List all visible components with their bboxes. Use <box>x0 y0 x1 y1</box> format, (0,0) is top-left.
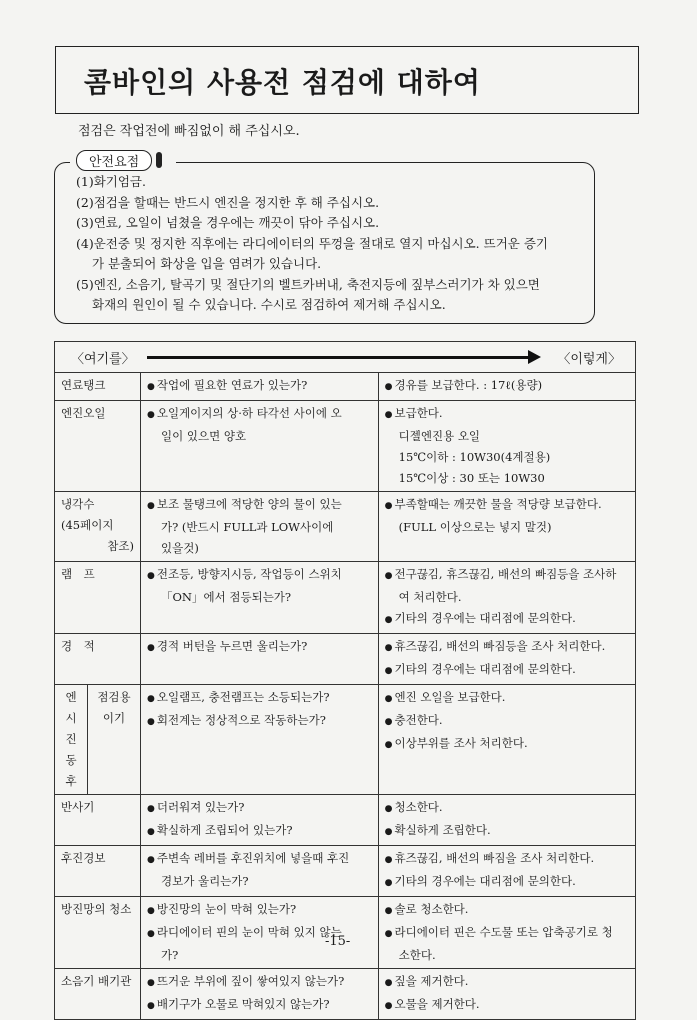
action-item: ● 솔로 청소한다. <box>385 899 629 922</box>
check-item-continued: 가? (반드시 FULL과 LOW사이에 <box>161 520 334 534</box>
arrow-right-icon <box>528 350 541 364</box>
check-item: ● 작업에 필요한 연료가 있는가? <box>147 375 372 398</box>
table-row <box>55 562 636 634</box>
action-item: ● 부족할때는 깨끗한 물을 적당량 보급한다. <box>385 494 629 517</box>
check-item: ● 오일램프, 충전램프는 소등되는가? <box>147 687 372 710</box>
check-item: ● 전조등, 방향지시등, 작업등이 스위치 <box>147 564 372 587</box>
action-item: ● 이상부위를 조사 처리한다. <box>385 733 629 756</box>
row-label: 소음기 배기관 <box>55 969 141 1020</box>
action-item: ● 엔진 오일을 보급한다. <box>385 687 629 710</box>
table-row <box>55 373 636 401</box>
row-label: 후진경보 <box>55 846 141 897</box>
check-item: ● 뜨거운 부위에 짚이 쌓여있지 않는가? <box>147 971 372 994</box>
page-number: -15- <box>325 934 351 949</box>
arrow-line-icon <box>147 356 529 359</box>
safety-item: (4)운전중 및 정지한 직후에는 라디에이터의 뚜껑을 절대로 열지 마십시오. 뜨거운 증기 <box>76 235 548 251</box>
table-row <box>55 492 636 562</box>
action-item: ● 전구끊김, 휴즈끊김, 배선의 빠짐등을 조사하 <box>385 564 629 587</box>
safety-item: (2)점검을 할때는 반드시 엔진을 정지한 후 해 주십시오. <box>76 194 380 210</box>
check-item: ● 오일게이지의 상·하 타각선 사이에 오 <box>147 403 372 426</box>
safety-item-continued: 화재의 원인이 될 수 있습니다. 수시로 점검하여 제거해 주십시오. <box>92 297 446 312</box>
action-item-continued: 여 처리한다. <box>398 590 462 604</box>
action-item-continued: 15℃이상 : 30 또는 10W30 <box>398 471 545 485</box>
action-item: ● 충전한다. <box>385 710 629 733</box>
row-label: 램 프 <box>55 562 141 634</box>
check-item: ● 보조 물탱크에 적당한 양의 물이 있는 <box>147 494 372 517</box>
action-item: ● 보급한다. <box>385 403 629 426</box>
table-row <box>55 897 636 969</box>
check-item: ● 경적 버턴을 누르면 울리는가? <box>147 636 372 659</box>
table-row <box>55 401 636 492</box>
action-item: ● 확실하게 조립한다. <box>385 820 629 843</box>
row-label: 점검용이기 <box>88 685 141 795</box>
action-item: ● 짚을 제거한다. <box>385 971 629 994</box>
action-item: ● 오물을 제거한다. <box>385 994 629 1017</box>
check-item-continued: 「ON」에서 점등되는가? <box>161 590 292 604</box>
row-label: 경 적 <box>55 634 141 685</box>
check-item-continued: 있을것) <box>161 541 199 555</box>
action-item-continued: 소한다. <box>398 948 436 962</box>
check-item: ● 주변속 레버를 후진위치에 넣을때 후진 <box>147 848 372 871</box>
row-label: 방진망의 청소 <box>55 897 141 969</box>
action-item-continued: (FULL 이상으로는 넣지 말것) <box>398 520 552 534</box>
title-box <box>55 46 639 114</box>
row-label: 엔진오일 <box>55 401 141 492</box>
row-label-note: 참조) <box>107 539 134 553</box>
action-item-continued: 디젤엔진용 오일 <box>398 429 481 443</box>
safety-item-continued: 가 분출되어 화상을 입을 염려가 있습니다. <box>92 256 322 271</box>
check-item: ● 방진망의 눈이 막혀 있는가? <box>147 899 372 922</box>
safety-list <box>76 172 548 316</box>
table-row <box>55 846 636 897</box>
action-item: ● 기타의 경우에는 대리점에 문의한다. <box>385 608 629 631</box>
action-item-continued: 15℃이하 : 10W30(4계절용) <box>398 450 551 464</box>
action-item: ● 휴즈끊김, 배선의 빠짐등을 조사 처리한다. <box>385 636 629 659</box>
action-item: ● 기타의 경우에는 대리점에 문의한다. <box>385 659 629 682</box>
direction-arrow <box>61 342 629 372</box>
header-check-here: 〈여기를〉 <box>71 352 135 367</box>
check-item: ● 배기구가 오물로 막혀있지 않는가? <box>147 994 372 1017</box>
action-item: ● 청소한다. <box>385 797 629 820</box>
label-mark-icon <box>156 152 162 168</box>
safety-item: (5)엔진, 소음기, 탈곡기 및 절단기의 벨트카버내, 축전지등에 짚부스러기가 차 있으면 <box>76 276 540 292</box>
inspection-table <box>54 341 636 1020</box>
check-item-continued: 경보가 울리는가? <box>161 874 249 888</box>
check-item-continued: 가? <box>161 948 179 962</box>
safety-item: (3)연료, 오일이 넘쳤을 경우에는 깨끗이 닦아 주십시오. <box>76 215 380 230</box>
table-header-row <box>55 342 636 373</box>
table-row <box>55 634 636 685</box>
safety-label <box>70 150 176 170</box>
action-item: ● 경유를 보급한다. : 17ℓ(용량) <box>385 375 629 398</box>
safety-label-text: 안전요점 <box>76 150 152 171</box>
table-row <box>55 795 636 846</box>
table-row <box>55 685 636 795</box>
action-item: ● 휴즈끊김, 배선의 빠짐을 조사 처리한다. <box>385 848 629 871</box>
row-label-note: (45페이지 <box>61 518 114 532</box>
action-item: ● 기타의 경우에는 대리점에 문의한다. <box>385 871 629 894</box>
action-item: ● 라디에이터 핀은 수도물 또는 압축공기로 청 <box>385 922 629 945</box>
header-do-this: 〈이렇게〉 <box>557 352 621 367</box>
safety-item: (1)화기엄금. <box>76 174 146 189</box>
row-label: 엔시진동후 <box>55 685 88 795</box>
check-item-continued: 일이 있으면 양호 <box>161 429 247 443</box>
intro-text: 점검은 작업전에 빠짐없이 해 주십시오. <box>78 124 300 139</box>
row-label: 연료탱크 <box>55 373 141 401</box>
row-label: 냉각수 <box>61 497 95 511</box>
row-label: 반사기 <box>55 795 141 846</box>
check-item: ● 라디에이터 핀의 눈이 막혀 있지 않는 <box>147 922 372 945</box>
check-item: ● 회전계는 정상적으로 작동하는가? <box>147 710 372 733</box>
check-item: ● 확실하게 조립되어 있는가? <box>147 820 372 843</box>
check-item: ● 더러워져 있는가? <box>147 797 372 820</box>
page-title: 콤바인의 사용전 점검에 대하여 <box>84 66 481 99</box>
table-row <box>55 969 636 1020</box>
